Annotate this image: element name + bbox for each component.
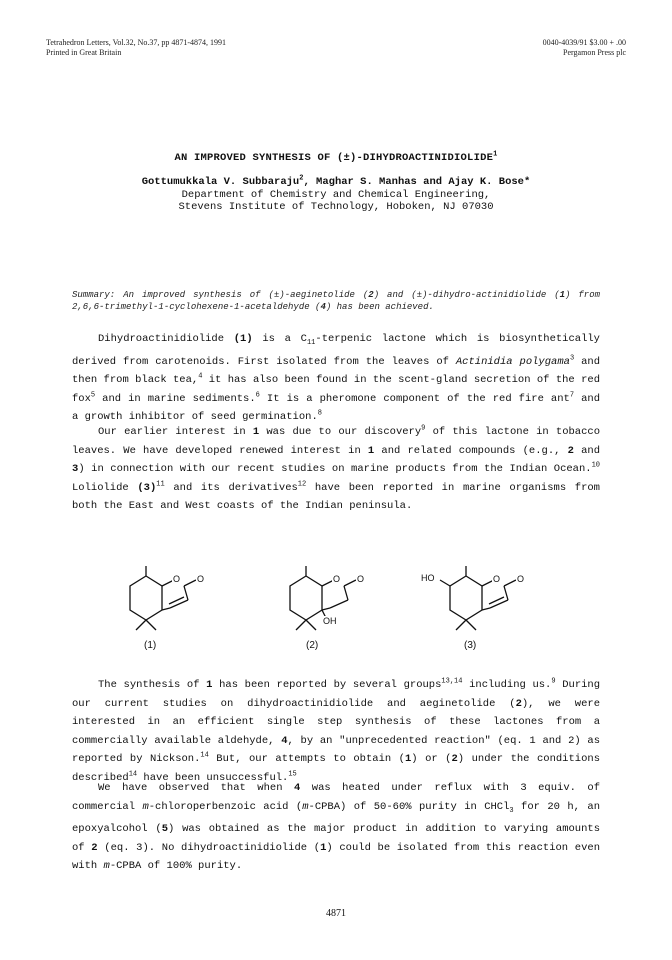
structure-label: (3) bbox=[464, 640, 477, 651]
hydroxyl-label: OH bbox=[323, 616, 337, 626]
compound-ref: 2 bbox=[451, 753, 458, 766]
compound-ref: 1 bbox=[404, 753, 412, 766]
text-run: (eq. 3). No dihydroactinidiolide ( bbox=[97, 841, 321, 854]
issn-price-line: 0040-4039/91 $3.00 + .00 bbox=[542, 38, 626, 47]
reference-ref: 9 bbox=[421, 424, 426, 433]
paragraph-4 bbox=[72, 779, 600, 876]
text-run: was due to our discovery bbox=[259, 426, 422, 438]
author-list bbox=[0, 176, 672, 188]
structure-label: (1) bbox=[144, 640, 157, 651]
reference-ref: 3 bbox=[569, 354, 575, 363]
reference-ref: 10 bbox=[591, 461, 600, 470]
structure-3 bbox=[418, 566, 538, 656]
compound-ref: 2 bbox=[368, 290, 374, 300]
text-run: -chloroperbenzoic acid ( bbox=[148, 800, 303, 813]
subscript: 3 bbox=[509, 806, 514, 815]
text-run: of this lactone in tobacco leaves. We have developed renewed interest in bbox=[72, 426, 600, 457]
compound-ref: 1 bbox=[252, 426, 260, 438]
summary-text: An improved synthesis of (±)-aeginetolide ( bbox=[115, 290, 369, 300]
title-footnote-ref: 1 bbox=[493, 150, 498, 159]
text-run: ) was obtained as the major product in addition to varying amounts of bbox=[72, 823, 600, 854]
printed-in-line: Printed in Great Britain bbox=[46, 48, 122, 57]
compound-ref: 1 bbox=[367, 444, 375, 457]
text-run: -terpenic lactone which is biosynthetically derived from carotenoids. First isolated from the leaves of bbox=[72, 333, 600, 368]
summary-text: ) and (±)-dihydro-actinidiolide ( bbox=[373, 290, 560, 300]
abstract-summary bbox=[72, 290, 600, 313]
text-run: it has also been found in the scent-gland secretion of the red fox bbox=[72, 374, 600, 405]
affiliation-institute: Stevens Institute of Technology, Hoboken, NJ 07030 bbox=[178, 201, 494, 213]
text-run: The synthesis of bbox=[98, 679, 207, 691]
reference-ref: 8 bbox=[317, 409, 322, 418]
compound-ref: 3 bbox=[72, 463, 79, 476]
paragraph-2 bbox=[72, 423, 600, 516]
summary-text: ) has been achieved. bbox=[325, 301, 434, 312]
compound-ref: 1 bbox=[559, 290, 566, 300]
text-run: ), we were interested in an efficient single step synthesis of these lactones from a commercially available aldehyde, bbox=[72, 697, 600, 747]
author-2-3: Maghar S. Manhas and Ajay K. Bose* bbox=[316, 176, 531, 188]
title-text: AN IMPROVED SYNTHESIS OF (±)-DIHYDROACTINIDIOLIDE bbox=[174, 152, 494, 164]
structure-1 bbox=[108, 566, 228, 656]
compound-ref: (3) bbox=[137, 481, 157, 494]
chemical-structures-figure bbox=[72, 566, 600, 656]
italic-prefix: m bbox=[302, 800, 309, 813]
summary-text: ) from 2,6,6-trimethyl-1-cyclohexene-1-acetaldehyde ( bbox=[72, 290, 601, 312]
text-run: ) in connection with our recent studies on marine products from the Indian Ocean. bbox=[78, 463, 592, 476]
text-run: has been reported by several groups bbox=[212, 679, 442, 691]
reference-ref: 14 bbox=[200, 751, 209, 760]
text-run: is a C bbox=[252, 333, 307, 345]
carbonyl-oxygen-label: O bbox=[517, 574, 525, 584]
ring-oxygen-label: O bbox=[493, 574, 501, 584]
compound-ref: 4 bbox=[320, 301, 326, 312]
text-run: and bbox=[573, 444, 600, 457]
carbonyl-oxygen-label: O bbox=[197, 574, 205, 584]
journal-citation bbox=[46, 38, 226, 58]
text-run: It is a pheromone component of the red fire ant bbox=[259, 392, 570, 405]
paragraph-3 bbox=[72, 676, 600, 788]
text-run: and in marine sediments. bbox=[95, 392, 256, 405]
text-run: -CPBA of 100% purity. bbox=[109, 860, 243, 873]
text-run: During our current studies on dihydroactinidiolide and aeginetolide ( bbox=[72, 679, 601, 710]
carbonyl-oxygen-label: O bbox=[357, 574, 365, 584]
reference-ref: 13,14 bbox=[441, 677, 463, 686]
structure-2-drawing bbox=[268, 566, 388, 656]
text-run: have been reported in marine organisms from both the East and West coasts of the Indian peninsula. bbox=[72, 481, 600, 513]
text-run: We have observed that when bbox=[98, 782, 294, 794]
compound-ref: 4 bbox=[293, 782, 301, 794]
paragraph-1 bbox=[72, 330, 600, 427]
compound-ref: 4 bbox=[281, 734, 288, 747]
page-number: 4871 bbox=[326, 908, 346, 919]
text-run: and related compounds (e.g., bbox=[374, 444, 568, 457]
publisher-line: Pergamon Press plc bbox=[563, 48, 626, 57]
reference-ref: 11 bbox=[156, 480, 165, 489]
article-title bbox=[0, 152, 672, 164]
text-run: -CPBA) of 50-60% purity in CHCl bbox=[308, 800, 510, 813]
text-run: and its derivatives bbox=[164, 481, 298, 494]
text-run: Our earlier interest in bbox=[98, 426, 253, 438]
text-run: , by an "unprecedented reaction" (eq. 1 and 2) as reported by Nickson. bbox=[72, 734, 600, 766]
text-run: was heated under reflux with 3 equiv. of commercial bbox=[72, 782, 600, 813]
reference-ref: 12 bbox=[297, 480, 307, 489]
reference-ref: 4 bbox=[198, 372, 203, 381]
hydroxyl-label: HO bbox=[421, 573, 435, 583]
italic-prefix: m bbox=[142, 800, 149, 813]
subscript: 11 bbox=[306, 339, 316, 348]
text-run: and a growth inhibitor of seed germination. bbox=[72, 392, 601, 424]
compound-ref: 5 bbox=[161, 823, 168, 836]
reference-ref: 14 bbox=[128, 770, 138, 779]
structure-1-drawing bbox=[108, 566, 228, 656]
structure-2 bbox=[268, 566, 388, 656]
author-separator: , bbox=[303, 176, 317, 188]
text-run: Dihydroactinidiolide bbox=[98, 333, 234, 345]
affiliation-department: Department of Chemistry and Chemical Engineering, bbox=[181, 189, 491, 201]
italic-prefix: m bbox=[103, 860, 110, 873]
ring-oxygen-label: O bbox=[173, 574, 181, 584]
price-code bbox=[543, 38, 626, 58]
author-1-footnote: 2 bbox=[299, 174, 304, 183]
text-run: ) under the conditions described bbox=[72, 753, 600, 784]
compound-ref: 2 bbox=[91, 841, 98, 854]
text-run: But, our attempts to obtain ( bbox=[208, 753, 405, 766]
citation-line: Tetrahedron Letters, Vol.32, No.37, pp 4871-4874, 1991 bbox=[46, 38, 227, 47]
text-run: ) could be isolated from this reaction even with bbox=[72, 841, 600, 873]
reference-ref: 9 bbox=[551, 677, 556, 686]
reference-ref: 7 bbox=[569, 391, 575, 400]
text-run: for 20 h, an epoxyalcohol ( bbox=[72, 800, 600, 836]
reference-ref: 6 bbox=[255, 391, 260, 400]
compound-ref: 2 bbox=[567, 444, 574, 457]
text-run: ) or ( bbox=[411, 753, 452, 766]
compound-ref: 1 bbox=[320, 841, 327, 854]
author-1: Gottumukkala V. Subbaraju bbox=[141, 176, 300, 188]
compound-ref: (1) bbox=[233, 333, 253, 345]
text-run: including us. bbox=[462, 679, 552, 691]
compound-ref: 2 bbox=[515, 697, 522, 710]
reference-ref: 5 bbox=[90, 391, 96, 400]
text-run: and then from black tea, bbox=[72, 355, 601, 387]
species-name: Actinidia polygama bbox=[455, 355, 570, 368]
compound-ref: 1 bbox=[206, 679, 213, 691]
structure-3-drawing bbox=[418, 566, 548, 656]
structure-label: (2) bbox=[306, 640, 319, 651]
reference-ref: 15 bbox=[288, 770, 297, 779]
text-run: Loliolide bbox=[72, 481, 138, 494]
summary-label: Summary: bbox=[72, 290, 116, 300]
ring-oxygen-label: O bbox=[333, 574, 341, 584]
text-run: have been unsuccessful. bbox=[137, 771, 289, 784]
